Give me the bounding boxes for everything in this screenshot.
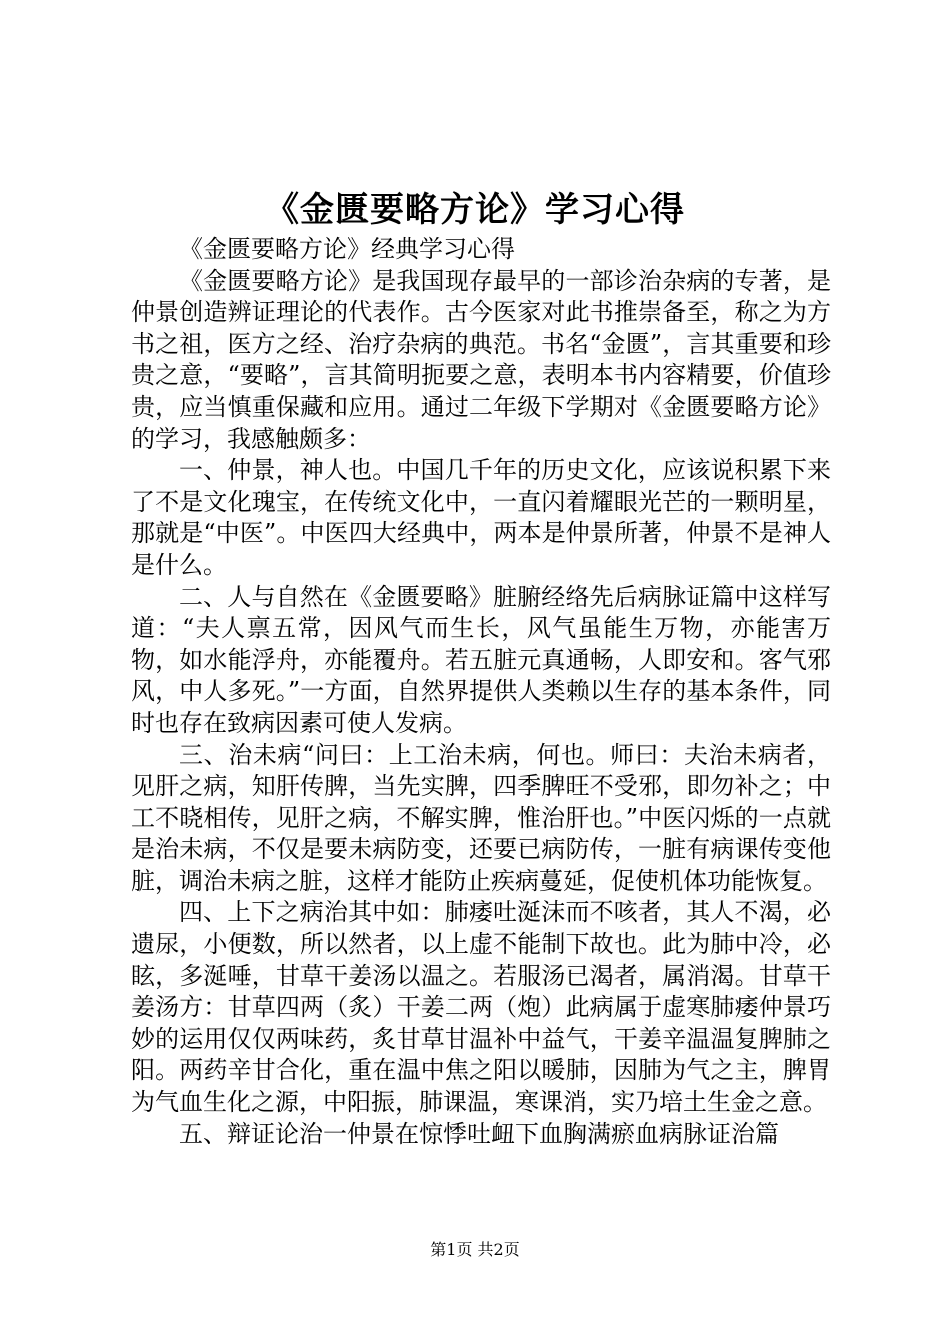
page-number-footer: 第1页 共2页	[430, 1240, 520, 1259]
section-1-paragraph: 一、仲景，神人也。中国几千年的历史文化，应该说积累下来了不是文化瑰宝，在传统文化中，一直闪着耀眼光芒的一颗明星，那就是“中医”。中医四大经典中，两本是仲景所著，仲景不是神人是什么。	[131, 456, 831, 579]
section-4-paragraph: 四、上下之病治其中如：肺痿吐涎沫而不咳者，其人不渴，必遗尿，小便数，所以然者，以上虚不能制下故也。此为肺中冷，必眩，多涎唾，甘草干姜汤以温之。若服汤已渴者，属消渴。甘草干姜汤方：甘草四两（炙）干姜二两（炮）此病属于虚寒肺痿仲景巧妙的运用仅仅两味药，炙甘草甘温补中益气，干姜辛温温复脾肺之阳。两药辛甘合化，重在温中焦之阳以暖肺，因肺为气之主，脾胃为气血生化之源，中阳振，肺课温，寒课消，实乃培土生金之意。	[131, 898, 831, 1117]
section-5-paragraph: 五、辩证论治一仲景在惊悸吐衄下血胸满瘀血病脉证治篇	[179, 1119, 779, 1148]
document-body	[131, 234, 831, 1150]
document-title: 《金匮要略方论》学习心得	[265, 190, 685, 230]
section-2-paragraph: 二、人与自然在《金匮要略》脏腑经络先后病脉证篇中这样写道：“夫人禀五常，因风气而生长，风气虽能生万物，亦能害万物，如水能浮舟，亦能覆舟。若五脏元真通畅，人即安和。客气邪风，中人多死。”一方面，自然界提供人类赖以生存的基本条件，同时也存在致病因素可使人发病。	[131, 582, 831, 737]
subtitle-paragraph: 《金匮要略方论》经典学习心得	[179, 235, 515, 263]
intro-paragraph: 《金匮要略方论》是我国现存最早的一部诊治杂病的专著，是仲景创造辨证理论的代表作。古今医家对此书推崇备至，称之为方书之祖，医方之经、治疗杂病的典范。书名“金匮”，言其重要和珍贵之意，“要略”，言其简明扼要之意，表明本书内容精要，价值珍贵，应当慎重保藏和应用。通过二年级下学期对《金匮要略方论》的学习，我感触颇多：	[131, 266, 831, 453]
section-3-paragraph: 三、治未病“问曰：上工治未病，何也。师曰：夫治未病者，见肝之病，知肝传脾，当先实脾，四季脾旺不受邪，即勿补之；中工不晓相传，见肝之病，不解实脾，惟治肝也。”中医闪烁的一点就是治未病，不仅是要未病防变，还要已病防传，一脏有病课传变他脏，调治未病之脏，这样才能防止疾病蔓延，促使机体功能恢复。	[131, 740, 831, 895]
